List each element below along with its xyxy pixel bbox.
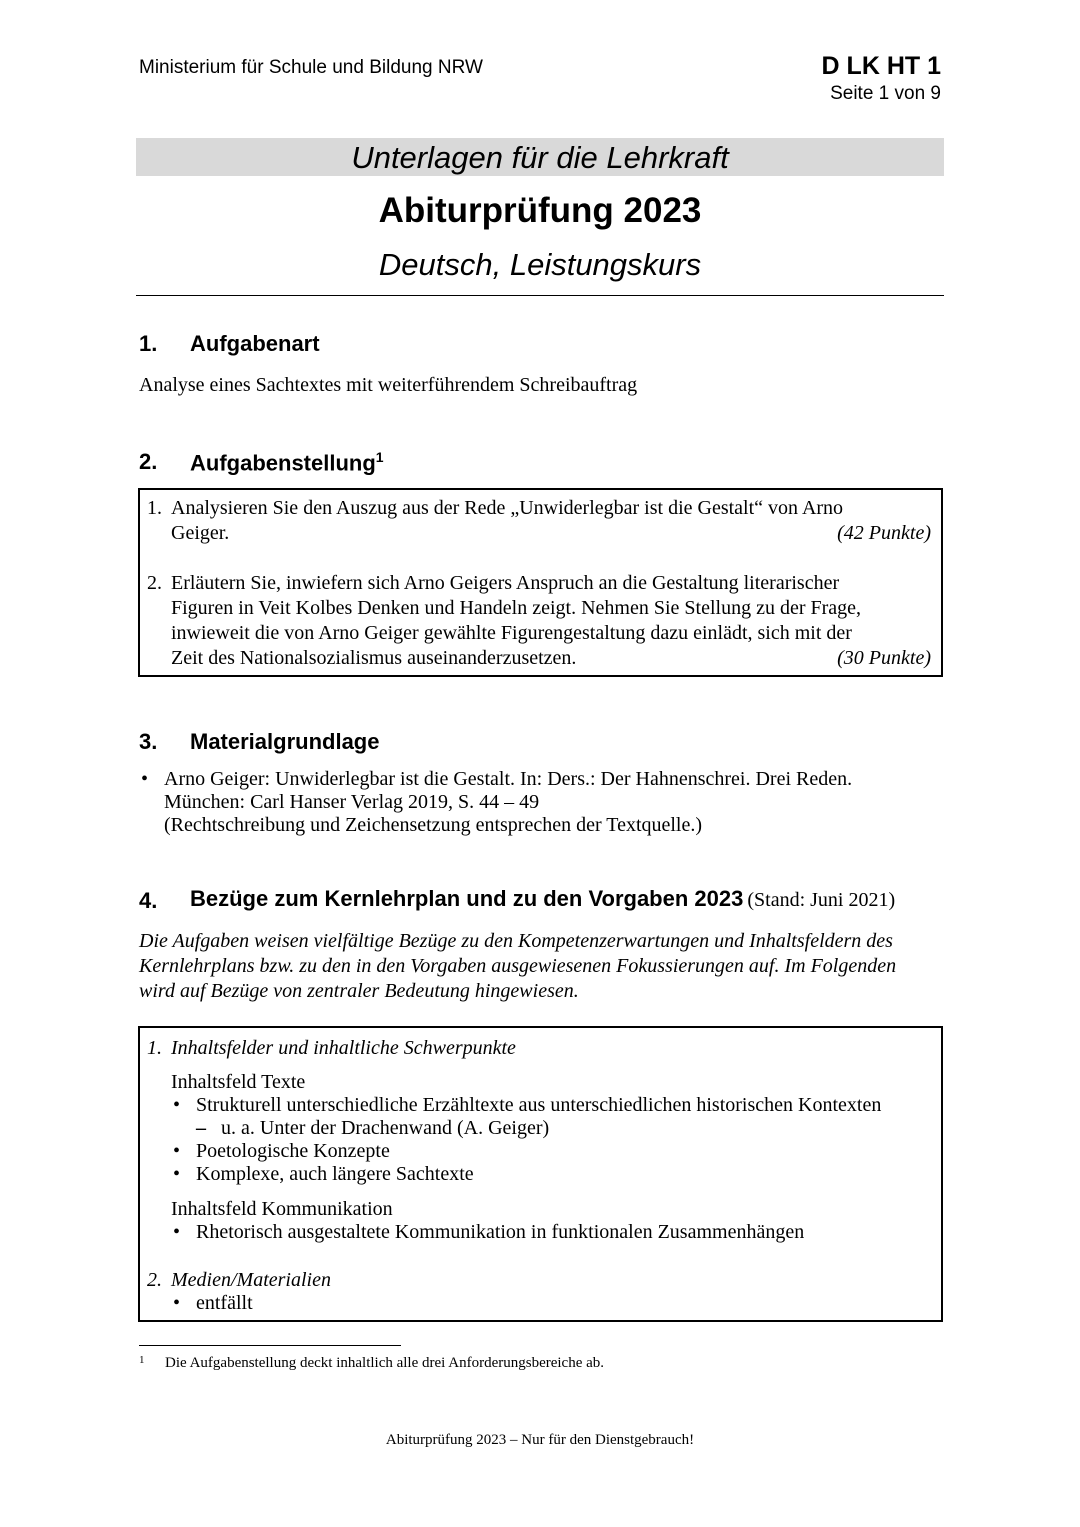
section-2-number: 2. xyxy=(139,449,158,474)
curriculum-item-1-title: Inhaltsfelder und inhaltliche Schwerpunkte xyxy=(171,1037,516,1059)
task-1-points: (42 Punkte) xyxy=(837,522,931,544)
curriculum-item-2-heading xyxy=(147,1269,931,1292)
list-item-text: entfällt xyxy=(196,1292,253,1314)
section-3-title: Materialgrundlage xyxy=(190,729,380,754)
content-field-communication xyxy=(171,1198,931,1244)
intro-line: Kernlehrplans bzw. zu den in den Vorgaben ausgewiesenen Fokussierungen auf. Im Folgenden xyxy=(139,955,897,977)
section-2-title-text: Aufgabenstellung xyxy=(190,450,376,476)
task-1-line: Geiger. xyxy=(171,522,230,544)
material-item xyxy=(139,768,944,837)
footnote-mark: 1 xyxy=(139,1354,145,1366)
list-subitem xyxy=(171,1117,931,1140)
curriculum-item-1-number: 1. xyxy=(147,1037,162,1059)
list-item xyxy=(171,1292,931,1315)
section-4-stand: (Stand: Juni 2021) xyxy=(747,889,896,911)
section-4-intro xyxy=(139,929,896,1004)
bullet-icon: • xyxy=(173,1140,181,1162)
media-list xyxy=(171,1292,931,1315)
task-2-line: Erläutern Sie, inwiefern sich Arno Geigers Anspruch an die Gestaltung literarischer xyxy=(171,572,840,594)
task-2-points: (30 Punkte) xyxy=(837,647,931,669)
task-2 xyxy=(147,571,931,671)
intro-line: Die Aufgaben weisen vielfältige Bezüge zu den Kompetenzerwartungen und Inhaltsfeldern des xyxy=(139,930,893,952)
list-item xyxy=(171,1140,931,1163)
footnote-text: Die Aufgabenstellung deckt inhaltlich alle drei Anforderungsbereiche ab. xyxy=(165,1355,605,1371)
list-item-text: Komplexe, auch längere Sachtexte xyxy=(196,1163,474,1185)
section-4-number: 4. xyxy=(139,888,158,913)
section-2-title xyxy=(190,449,384,476)
task-2-line: inwieweit die von Arno Geiger gewählte Figurengestaltung dazu einlädt, sich mit der xyxy=(171,622,852,644)
page-number: Seite 1 von 9 xyxy=(830,83,941,104)
bullet-icon: • xyxy=(173,1292,181,1314)
curriculum-box xyxy=(138,1026,943,1322)
list-item xyxy=(171,1163,931,1186)
list-item-text: Poetologische Konzepte xyxy=(196,1140,390,1162)
bullet-icon: • xyxy=(173,1163,181,1185)
material-line: (Rechtschreibung und Zeichensetzung entsprechen der Textquelle.) xyxy=(164,814,703,836)
task-1-line: Analysieren Sie den Auszug aus der Rede „Unwiderlegbar ist die Gestalt“ von Arno xyxy=(171,497,844,519)
banner-text: Unterlagen für die Lehrkraft xyxy=(351,140,729,175)
section-3-number: 3. xyxy=(139,729,158,754)
list-subitem-text: u. a. Unter der Drachenwand (A. Geiger) xyxy=(221,1117,550,1139)
banner-bar xyxy=(136,138,944,176)
curriculum-item-1-heading xyxy=(147,1036,931,1061)
bullet-icon: • xyxy=(173,1094,181,1116)
curriculum-item-2-title: Medien/Materialien xyxy=(171,1269,331,1291)
footnote-ref: 1 xyxy=(375,449,384,465)
section-1-title: Aufgabenart xyxy=(190,331,320,356)
list-item-text: Rhetorisch ausgestaltete Kommunikation in funktionalen Zusammenhängen xyxy=(196,1221,805,1243)
section-4-title: Bezüge zum Kernlehrplan und zu den Vorgaben 2023 xyxy=(190,886,744,911)
intro-line: wird auf Bezüge von zentraler Bedeutung hingewiesen. xyxy=(139,980,579,1002)
task-1-number: 1. xyxy=(147,497,162,519)
curriculum-item-2-number: 2. xyxy=(147,1269,162,1291)
bullet-icon: • xyxy=(173,1221,181,1243)
ministry-name: Ministerium für Schule und Bildung NRW xyxy=(139,57,483,78)
section-1-number: 1. xyxy=(139,331,158,356)
content-field-label: Inhaltsfeld Texte xyxy=(171,1071,306,1093)
section-4-heading xyxy=(190,886,895,912)
document-code: D LK HT 1 xyxy=(821,52,941,80)
content-field-label: Inhaltsfeld Kommunikation xyxy=(171,1198,393,1220)
content-field-texts xyxy=(171,1071,931,1186)
section-1-text: Analyse eines Sachtextes mit weiterführendem Schreibauftrag xyxy=(139,374,638,396)
task-2-line: Zeit des Nationalsozialismus auseinanderzusetzen. xyxy=(171,647,577,669)
bullet-icon: • xyxy=(141,768,149,790)
exam-title: Abiturprüfung 2023 xyxy=(378,191,702,230)
material-list xyxy=(139,768,944,837)
list-item-text: Strukturell unterschiedliche Erzähltexte aus unterschiedlichen historischen Kontexten xyxy=(196,1094,882,1116)
footnote-rule xyxy=(139,1345,401,1346)
task-2-number: 2. xyxy=(147,572,162,594)
material-line: München: Carl Hanser Verlag 2019, S. 44 – 49 xyxy=(164,791,540,813)
list-item xyxy=(171,1094,931,1117)
subject-title: Deutsch, Leistungskurs xyxy=(378,247,702,282)
task-box xyxy=(138,488,943,677)
task-1 xyxy=(147,496,931,546)
list-item xyxy=(171,1221,931,1244)
page-footer: Abiturprüfung 2023 – Nur für den Dienstgebrauch! xyxy=(385,1432,695,1448)
material-line: Arno Geiger: Unwiderlegbar ist die Gestalt. In: Ders.: Der Hahnenschrei. Drei Reden. xyxy=(164,768,853,790)
dash-icon: – xyxy=(196,1117,206,1139)
task-2-line: Figuren in Veit Kolbes Denken und Handeln zeigt. Nehmen Sie Stellung zu der Frage, xyxy=(171,597,862,619)
title-rule xyxy=(136,295,944,296)
